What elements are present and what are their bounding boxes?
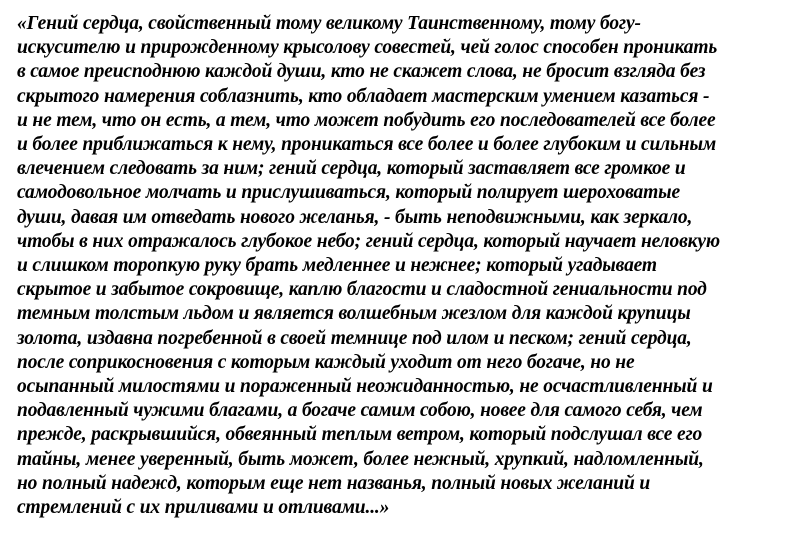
text-line: золота, издавна погребенной в своей темнице под илом и песком; гений сердца, <box>17 327 692 349</box>
text-line: прежде, раскрывшийся, обвеянный теплым ветром, который подслушал все его <box>17 424 703 446</box>
text-line: и слишком торопкую руку брать медленнее и нежнее; который угадывает <box>17 255 657 277</box>
text-line: стремлений с их приливами и отливами...» <box>17 497 390 519</box>
text-line: чтобы в них отражалось глубокое небо; гений сердца, который научает неловкую <box>17 230 720 252</box>
text-line: скрытое и забытое сокровище, каплю благости и сладостной гениальности под <box>17 279 707 301</box>
text-line: и не тем, что он есть, а тем, что может побудить его последователей все более <box>17 109 716 131</box>
text-line: после соприкосновения с которым каждый уходит от него богаче, но не <box>17 351 635 373</box>
text-line: искусителю и прирожденному крысолову совестей, чей голос способен проникать <box>17 37 718 59</box>
quote-paragraph <box>17 12 795 520</box>
text-line: но полный надежд, которым еще нет названья, полный новых желаний и <box>17 472 651 494</box>
text-line: в самое преисподнюю каждой души, кто не скажет слова, не бросит взгляда без <box>17 61 706 83</box>
text-line: «Гений сердца, свойственный тому великому Таинственному, тому богу- <box>17 13 641 34</box>
text-line: темным толстым льдом и является волшебным жезлом для каждой крупицы <box>17 303 691 325</box>
text-line: подавленный чужими благами, а богаче самим собою, новее для самого себя, чем <box>17 400 703 422</box>
text-line: и более приближаться к нему, проникаться все более и более глубоким и сильным <box>17 134 717 156</box>
text-line: души, давая им отведать нового желанья, - быть неподвижными, как зеркало, <box>17 206 693 228</box>
text-line: скрытого намерения соблазнить, кто обладает мастерским умением казаться - <box>17 85 710 107</box>
text-line: влечением следовать за ним; гений сердца, который заставляет все громкое и <box>17 158 686 180</box>
text-line: тайны, менее уверенный, быть может, более нежный, хрупкий, надломленный, <box>17 448 704 470</box>
text-line: осыпанный милостями и пораженный неожиданностью, не осчастливленный и <box>17 376 713 398</box>
text-line: самодовольное молчать и прислушиваться, который полирует шероховатые <box>17 182 681 204</box>
